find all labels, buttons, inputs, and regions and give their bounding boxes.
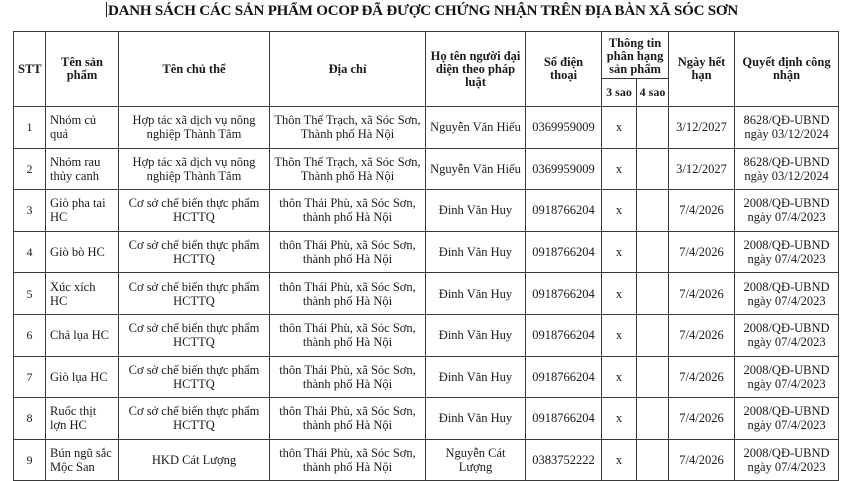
decision-date: ngày 07/4/2023: [747, 210, 826, 225]
row-stt: 5: [14, 273, 46, 315]
row-address: Thôn Thế Trạch, xã Sóc Sơn, Thành phố Hà Nội: [270, 148, 426, 190]
header-expiry: Ngày hết hạn: [669, 32, 735, 107]
row-product-name: Ruốc thịt lợn HC: [46, 398, 119, 440]
row-expiry: 7/4/2026: [669, 398, 735, 440]
table-row: [14, 107, 839, 149]
header-stt: STT: [14, 32, 46, 107]
row-product-name: Nhóm rau thủy canh: [46, 148, 119, 190]
decision-date: ngày 07/4/2023: [747, 460, 826, 475]
decision-date: ngày 07/4/2023: [747, 376, 826, 391]
table-row: [14, 273, 839, 315]
row-rating-4-star: [637, 314, 669, 356]
row-phone: 0383752222: [526, 439, 602, 481]
row-stt: 7: [14, 356, 46, 398]
row-address: thôn Thái Phù, xã Sóc Sơn, thành phố Hà Nội: [270, 314, 426, 356]
row-rating-3-star: x: [602, 314, 637, 356]
row-phone: 0369959009: [526, 107, 602, 149]
row-owner: Cơ sở chế biến thực phẩm HCTTQ: [119, 190, 270, 232]
row-representative: Đinh Văn Huy: [426, 190, 526, 232]
row-rating-4-star: [637, 356, 669, 398]
header-address: Địa chỉ: [270, 32, 426, 107]
row-expiry: 7/4/2026: [669, 314, 735, 356]
table-row: [14, 190, 839, 232]
row-decision: [735, 148, 839, 190]
table-row: [14, 356, 839, 398]
row-rating-4-star: [637, 273, 669, 315]
header-product-name: Tên sản phẩm: [46, 32, 119, 107]
row-rating-4-star: [637, 107, 669, 149]
row-product-name: Giò lụa HC: [46, 356, 119, 398]
header-phone: Số điện thoại: [526, 32, 602, 107]
row-phone: 0918766204: [526, 398, 602, 440]
row-representative: Đinh Văn Huy: [426, 273, 526, 315]
row-representative: Nguyễn Cát Lượng: [426, 439, 526, 481]
row-stt: 8: [14, 398, 46, 440]
row-owner: Cơ sở chế biến thực phẩm HCTTQ: [119, 356, 270, 398]
row-address: thôn Thái Phù, xã Sóc Sơn, thành phố Hà Nội: [270, 398, 426, 440]
row-stt: 2: [14, 148, 46, 190]
decision-number: 8628/QĐ-UBND: [743, 154, 830, 169]
row-decision: [735, 356, 839, 398]
header-rating-3-star: 3 sao: [602, 79, 637, 107]
row-rating-4-star: [637, 398, 669, 440]
document-title: [0, 2, 844, 20]
row-representative: Nguyễn Văn Hiếu: [426, 107, 526, 149]
decision-number: 8628/QĐ-UBND: [743, 113, 830, 128]
row-stt: 6: [14, 314, 46, 356]
decision-date: ngày 07/4/2023: [747, 335, 826, 350]
decision-number: 2008/QĐ-UBND: [743, 404, 830, 419]
row-owner: Cơ sở chế biến thực phẩm HCTTQ: [119, 231, 270, 273]
row-product-name: Giò pha tai HC: [46, 190, 119, 232]
row-rating-3-star: x: [602, 231, 637, 273]
row-representative: Đinh Văn Huy: [426, 231, 526, 273]
row-rating-3-star: x: [602, 273, 637, 315]
row-decision: [735, 190, 839, 232]
row-expiry: 3/12/2027: [669, 107, 735, 149]
row-representative: Nguyễn Văn Hiếu: [426, 148, 526, 190]
row-phone: 0918766204: [526, 273, 602, 315]
row-rating-3-star: x: [602, 107, 637, 149]
row-stt: 9: [14, 439, 46, 481]
row-owner: HKD Cát Lượng: [119, 439, 270, 481]
row-product-name: Giò bò HC: [46, 231, 119, 273]
row-product-name: Bún ngũ sắc Mộc San: [46, 439, 119, 481]
row-rating-3-star: x: [602, 148, 637, 190]
header-rating-4-star: 4 sao: [637, 79, 669, 107]
decision-number: 2008/QĐ-UBND: [743, 279, 830, 294]
row-rating-4-star: [637, 148, 669, 190]
row-expiry: 7/4/2026: [669, 231, 735, 273]
row-phone: 0369959009: [526, 148, 602, 190]
decision-date: ngày 03/12/2024: [744, 168, 829, 183]
row-decision: [735, 398, 839, 440]
decision-number: 2008/QĐ-UBND: [743, 196, 830, 211]
row-address: thôn Thái Phù, xã Sóc Sơn, thành phố Hà Nội: [270, 356, 426, 398]
row-product-name: Chả lụa HC: [46, 314, 119, 356]
row-address: Thôn Thế Trạch, xã Sóc Sơn, Thành phố Hà Nội: [270, 107, 426, 149]
row-expiry: 7/4/2026: [669, 273, 735, 315]
row-phone: 0918766204: [526, 314, 602, 356]
header-owner: Tên chủ thể: [119, 32, 270, 107]
header-representative: Họ tên người đại diện theo pháp luật: [426, 32, 526, 107]
row-stt: 1: [14, 107, 46, 149]
table-row: [14, 314, 839, 356]
row-address: thôn Thái Phù, xã Sóc Sơn, thành phố Hà Nội: [270, 190, 426, 232]
row-decision: [735, 107, 839, 149]
table-body: [14, 107, 839, 481]
table-row: [14, 231, 839, 273]
decision-number: 2008/QĐ-UBND: [743, 362, 830, 377]
row-decision: [735, 314, 839, 356]
row-owner: Cơ sở chế biến thực phẩm HCTTQ: [119, 314, 270, 356]
decision-number: 2008/QĐ-UBND: [743, 238, 830, 253]
row-product-name: Nhóm củ quả: [46, 107, 119, 149]
decision-date: ngày 07/4/2023: [747, 252, 826, 267]
row-representative: Đinh Văn Huy: [426, 398, 526, 440]
table-row: [14, 398, 839, 440]
row-owner: Cơ sở chế biến thực phẩm HCTTQ: [119, 398, 270, 440]
decision-date: ngày 07/4/2023: [747, 293, 826, 308]
row-stt: 4: [14, 231, 46, 273]
row-rating-4-star: [637, 231, 669, 273]
row-phone: 0918766204: [526, 190, 602, 232]
header-decision: Quyết định công nhận: [735, 32, 839, 107]
row-phone: 0918766204: [526, 231, 602, 273]
row-owner: Hợp tác xã dịch vụ nông nghiệp Thành Tâm: [119, 107, 270, 149]
row-expiry: 7/4/2026: [669, 356, 735, 398]
row-decision: [735, 231, 839, 273]
header-rating-group: Thông tin phân hạng sản phẩm: [602, 32, 669, 79]
row-rating-3-star: x: [602, 398, 637, 440]
row-owner: Cơ sở chế biến thực phẩm HCTTQ: [119, 273, 270, 315]
row-expiry: 7/4/2026: [669, 439, 735, 481]
decision-date: ngày 07/4/2023: [747, 418, 826, 433]
row-rating-3-star: x: [602, 356, 637, 398]
row-representative: Đinh Văn Huy: [426, 314, 526, 356]
text-cursor: [106, 2, 107, 17]
row-owner: Hợp tác xã dịch vụ nông nghiệp Thành Tâm: [119, 148, 270, 190]
row-product-name: Xúc xích HC: [46, 273, 119, 315]
row-expiry: 7/4/2026: [669, 190, 735, 232]
row-address: thôn Thái Phù, xã Sóc Sơn, thành phố Hà Nội: [270, 439, 426, 481]
row-address: thôn Thái Phù, xã Sóc Sơn, thành phố Hà Nội: [270, 273, 426, 315]
row-stt: 3: [14, 190, 46, 232]
row-address: thôn Thái Phù, xã Sóc Sơn, thành phố Hà Nội: [270, 231, 426, 273]
row-rating-4-star: [637, 190, 669, 232]
row-representative: Đinh Văn Huy: [426, 356, 526, 398]
row-decision: [735, 273, 839, 315]
decision-number: 2008/QĐ-UBND: [743, 446, 830, 461]
row-rating-3-star: x: [602, 439, 637, 481]
ocop-products-table: [13, 31, 839, 481]
document-title-text: DANH SÁCH CÁC SẢN PHẨM OCOP ĐÃ ĐƯỢC CHỨNG NHẬN TRÊN ĐỊA BÀN XÃ SÓC SƠN: [107, 3, 739, 19]
decision-date: ngày 03/12/2024: [744, 127, 829, 142]
decision-number: 2008/QĐ-UBND: [743, 321, 830, 336]
table-row: [14, 148, 839, 190]
header-row: [14, 32, 839, 79]
row-rating-3-star: x: [602, 190, 637, 232]
row-expiry: 3/12/2027: [669, 148, 735, 190]
row-phone: 0918766204: [526, 356, 602, 398]
